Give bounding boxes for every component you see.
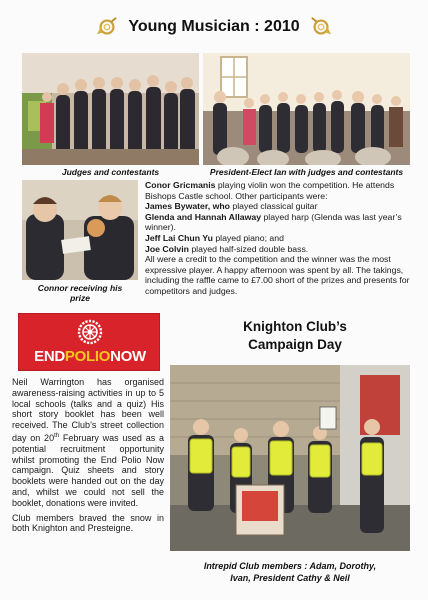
french-horn-icon — [310, 16, 332, 38]
campaign-para-2: Club members braved the snow in both Knighton and Presteigne. — [12, 512, 164, 534]
participant-name: James Bywater, who — [145, 201, 230, 212]
article-para-4 — [145, 233, 413, 244]
photo-caption-club — [170, 560, 410, 584]
photo-caption-prize — [22, 283, 138, 303]
campaign-body — [12, 377, 164, 534]
article-para-1-text: playing violin won the competition. He attends Bishops Castle school. Other participants were: — [145, 180, 395, 201]
rotary-wheel-icon — [77, 319, 103, 345]
campaign-heading-line1: Knighton Club’s — [243, 319, 347, 334]
participant-name: Joe Colvin — [145, 243, 189, 254]
french-horn-icon — [96, 16, 118, 38]
end-polio-now-wordmark — [19, 348, 161, 365]
article-body — [145, 180, 413, 297]
article-para-3 — [145, 212, 413, 233]
campaign-para-1 — [12, 377, 164, 509]
campaign-para-1-a: Neil Warrington has organised awareness-raising activities in up to 5 local schools (talks and a quiz) His short story booklet has been well received. The Club’s street collection day on 20 — [12, 377, 164, 443]
photo-caption-club-line1: Intrepid Club members : Adam, Dorothy, — [203, 561, 377, 571]
end-polio-now-logo — [18, 313, 160, 371]
participant-name: Glenda and Hannah Allaway — [145, 211, 262, 222]
photo-president-elect-ian — [203, 53, 410, 165]
campaign-heading-line2: Campaign Day — [248, 337, 342, 352]
participant-name: Jeff Lai Chun Yu — [145, 232, 213, 243]
campaign-para-1-sup: th — [54, 432, 60, 439]
article-para-5 — [145, 244, 413, 255]
photo-caption-club-line2: Ivan, President Cathy & Neil — [230, 573, 350, 583]
logo-end-text: END — [34, 348, 65, 365]
article-para-3-text: played harp (Glenda was last year’s winner). — [145, 211, 402, 233]
photo-club-members — [170, 365, 410, 551]
campaign-para-1-b: February was used as a potential recruitment opportunity whilst promoting the End Polio Now campaign. Quiz sheets and story booklets were handed out on the day and, whilst we could not sell the booklet, donations were invited. — [12, 432, 164, 508]
article-para-4-text: played piano; and — [212, 232, 284, 243]
logo-now-text: NOW — [110, 348, 146, 365]
article-para-2 — [145, 201, 413, 212]
photo-caption-right: President-Elect Ian with judges and contestants — [209, 167, 404, 177]
photo-caption-prize-line1: Connor receiving his — [37, 283, 123, 293]
photo-caption-left: Judges and contestants — [61, 167, 160, 177]
photo-connor-prize — [22, 180, 138, 280]
article-para-2-text: played classical guitar — [229, 201, 318, 212]
winner-name: Conor Gricmanis — [145, 180, 216, 190]
article-para-5-text: played half-sized double bass. — [188, 243, 309, 254]
article-para-6: All were a credit to the competition and the winner was the most expressive player. A happy afternoon was spent by all. The takings, including the raffle came to £7.00 short of the prizes and presents for competitors and judges. — [145, 254, 410, 296]
photo-judges-and-contestants — [22, 53, 199, 165]
photo-caption-prize-line2: prize — [70, 293, 90, 303]
article-para-1 — [145, 180, 413, 201]
page-title: Young Musician : 2010 — [128, 18, 300, 35]
title-row — [0, 10, 428, 44]
logo-polio-text: POLIO — [64, 348, 111, 365]
campaign-heading — [198, 318, 392, 354]
